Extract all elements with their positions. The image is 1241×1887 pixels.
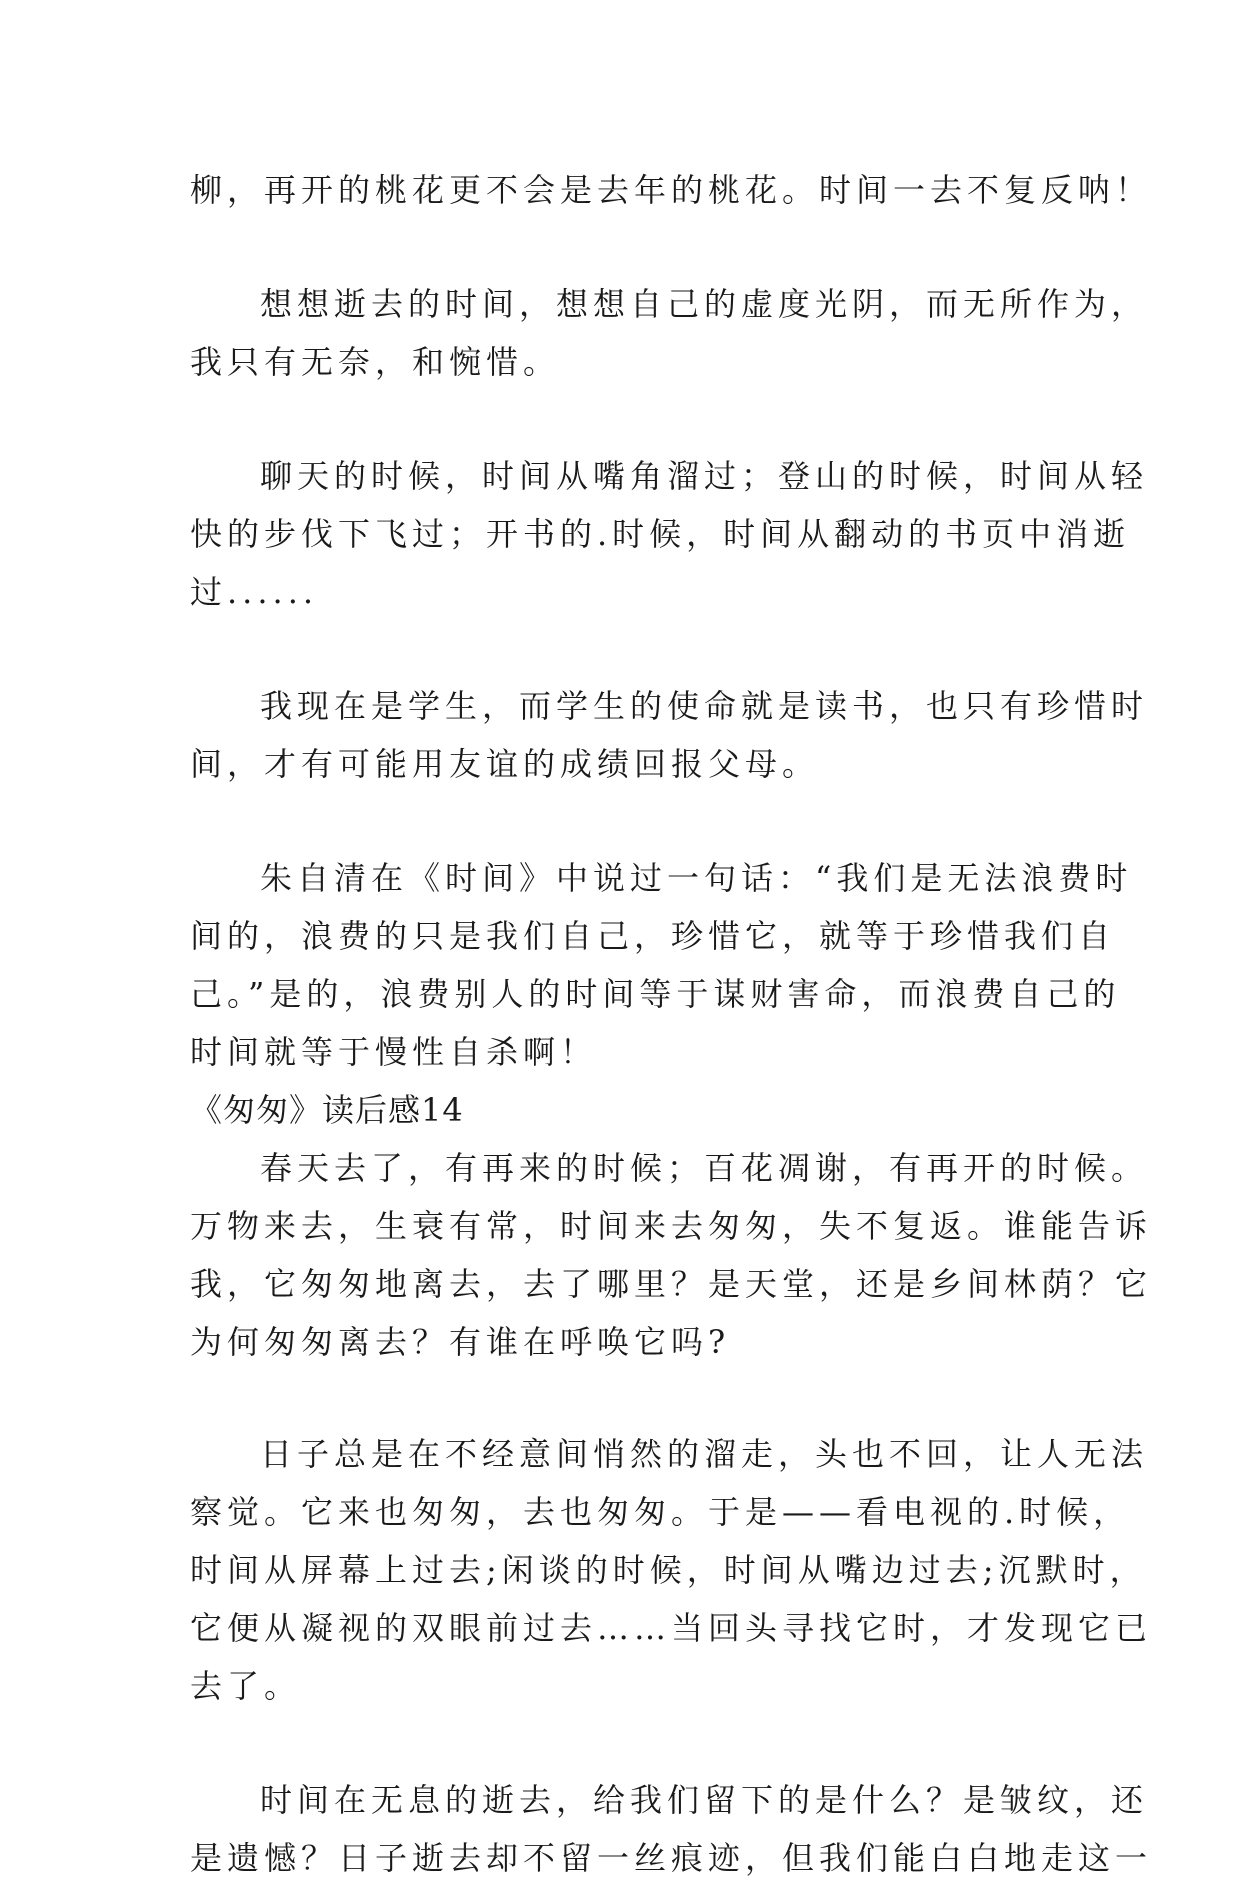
paragraph-line: 察觉。它来也匆匆，去也匆匆。于是——看电视的.时候， xyxy=(190,1493,1131,1531)
paragraph-line: 时间在无息的逝去，给我们留下的是什么？是皱纹，还 xyxy=(260,1781,1149,1819)
paragraph-line: 我只有无奈，和惋惜。 xyxy=(190,343,561,381)
paragraph-line: 快的步伐下飞过；开书的.时候，时间从翻动的书页中消逝 xyxy=(190,515,1131,553)
paragraph-line: 间的，浪费的只是我们自己，珍惜它，就等于珍惜我们自 xyxy=(190,917,1116,955)
paragraph-line: 日子总是在不经意间悄然的溜走，头也不回，让人无法 xyxy=(260,1435,1149,1473)
paragraph-line: 万物来去，生衰有常，时间来去匆匆，失不复返。谁能告诉 xyxy=(190,1207,1153,1245)
paragraph-line: 它便从凝视的双眼前过去……当回头寻找它时，才发现它已 xyxy=(190,1609,1153,1647)
paragraph-line: 柳，再开的桃花更不会是去年的桃花。时间一去不复反呐！ xyxy=(190,171,1153,209)
paragraph-line: 春天去了，有再来的时候；百花凋谢，有再开的时候。 xyxy=(260,1149,1149,1187)
paragraph-line: 己。”是的，浪费别人的时间等于谋财害命，而浪费自己的 xyxy=(190,975,1121,1013)
paragraph-line: 过...... xyxy=(190,573,319,611)
paragraph-line: 去了。 xyxy=(190,1667,302,1705)
paragraph-line: 为何匆匆离去？有谁在呼唤它吗? xyxy=(190,1323,731,1361)
paragraph-line: 我，它匆匆地离去，去了哪里？是天堂，还是乡间林荫？它 xyxy=(190,1265,1153,1303)
section-heading: 《匆匆》读后感14 xyxy=(190,1091,464,1129)
paragraph-line: 时间从屏幕上过去;闲谈的时候，时间从嘴边过去;沉默时， xyxy=(190,1551,1147,1589)
paragraph-line: 时间就等于慢性自杀啊！ xyxy=(190,1033,598,1071)
paragraph-line: 朱自清在《时间》中说过一句话：“我们是无法浪费时 xyxy=(260,859,1133,897)
paragraph-line: 想想逝去的时间，想想自己的虚度光阴，而无所作为， xyxy=(260,285,1149,323)
paragraph-line: 是遗憾？日子逝去却不留一丝痕迹，但我们能白白地走这一 xyxy=(190,1839,1153,1877)
paragraph-line: 间，才有可能用友谊的成绩回报父母。 xyxy=(190,745,820,783)
paragraph-line: 聊天的时候，时间从嘴角溜过；登山的时候，时间从轻 xyxy=(260,457,1149,495)
document-body xyxy=(190,161,1153,1887)
paragraph-line: 我现在是学生，而学生的使命就是读书，也只有珍惜时 xyxy=(260,687,1149,725)
